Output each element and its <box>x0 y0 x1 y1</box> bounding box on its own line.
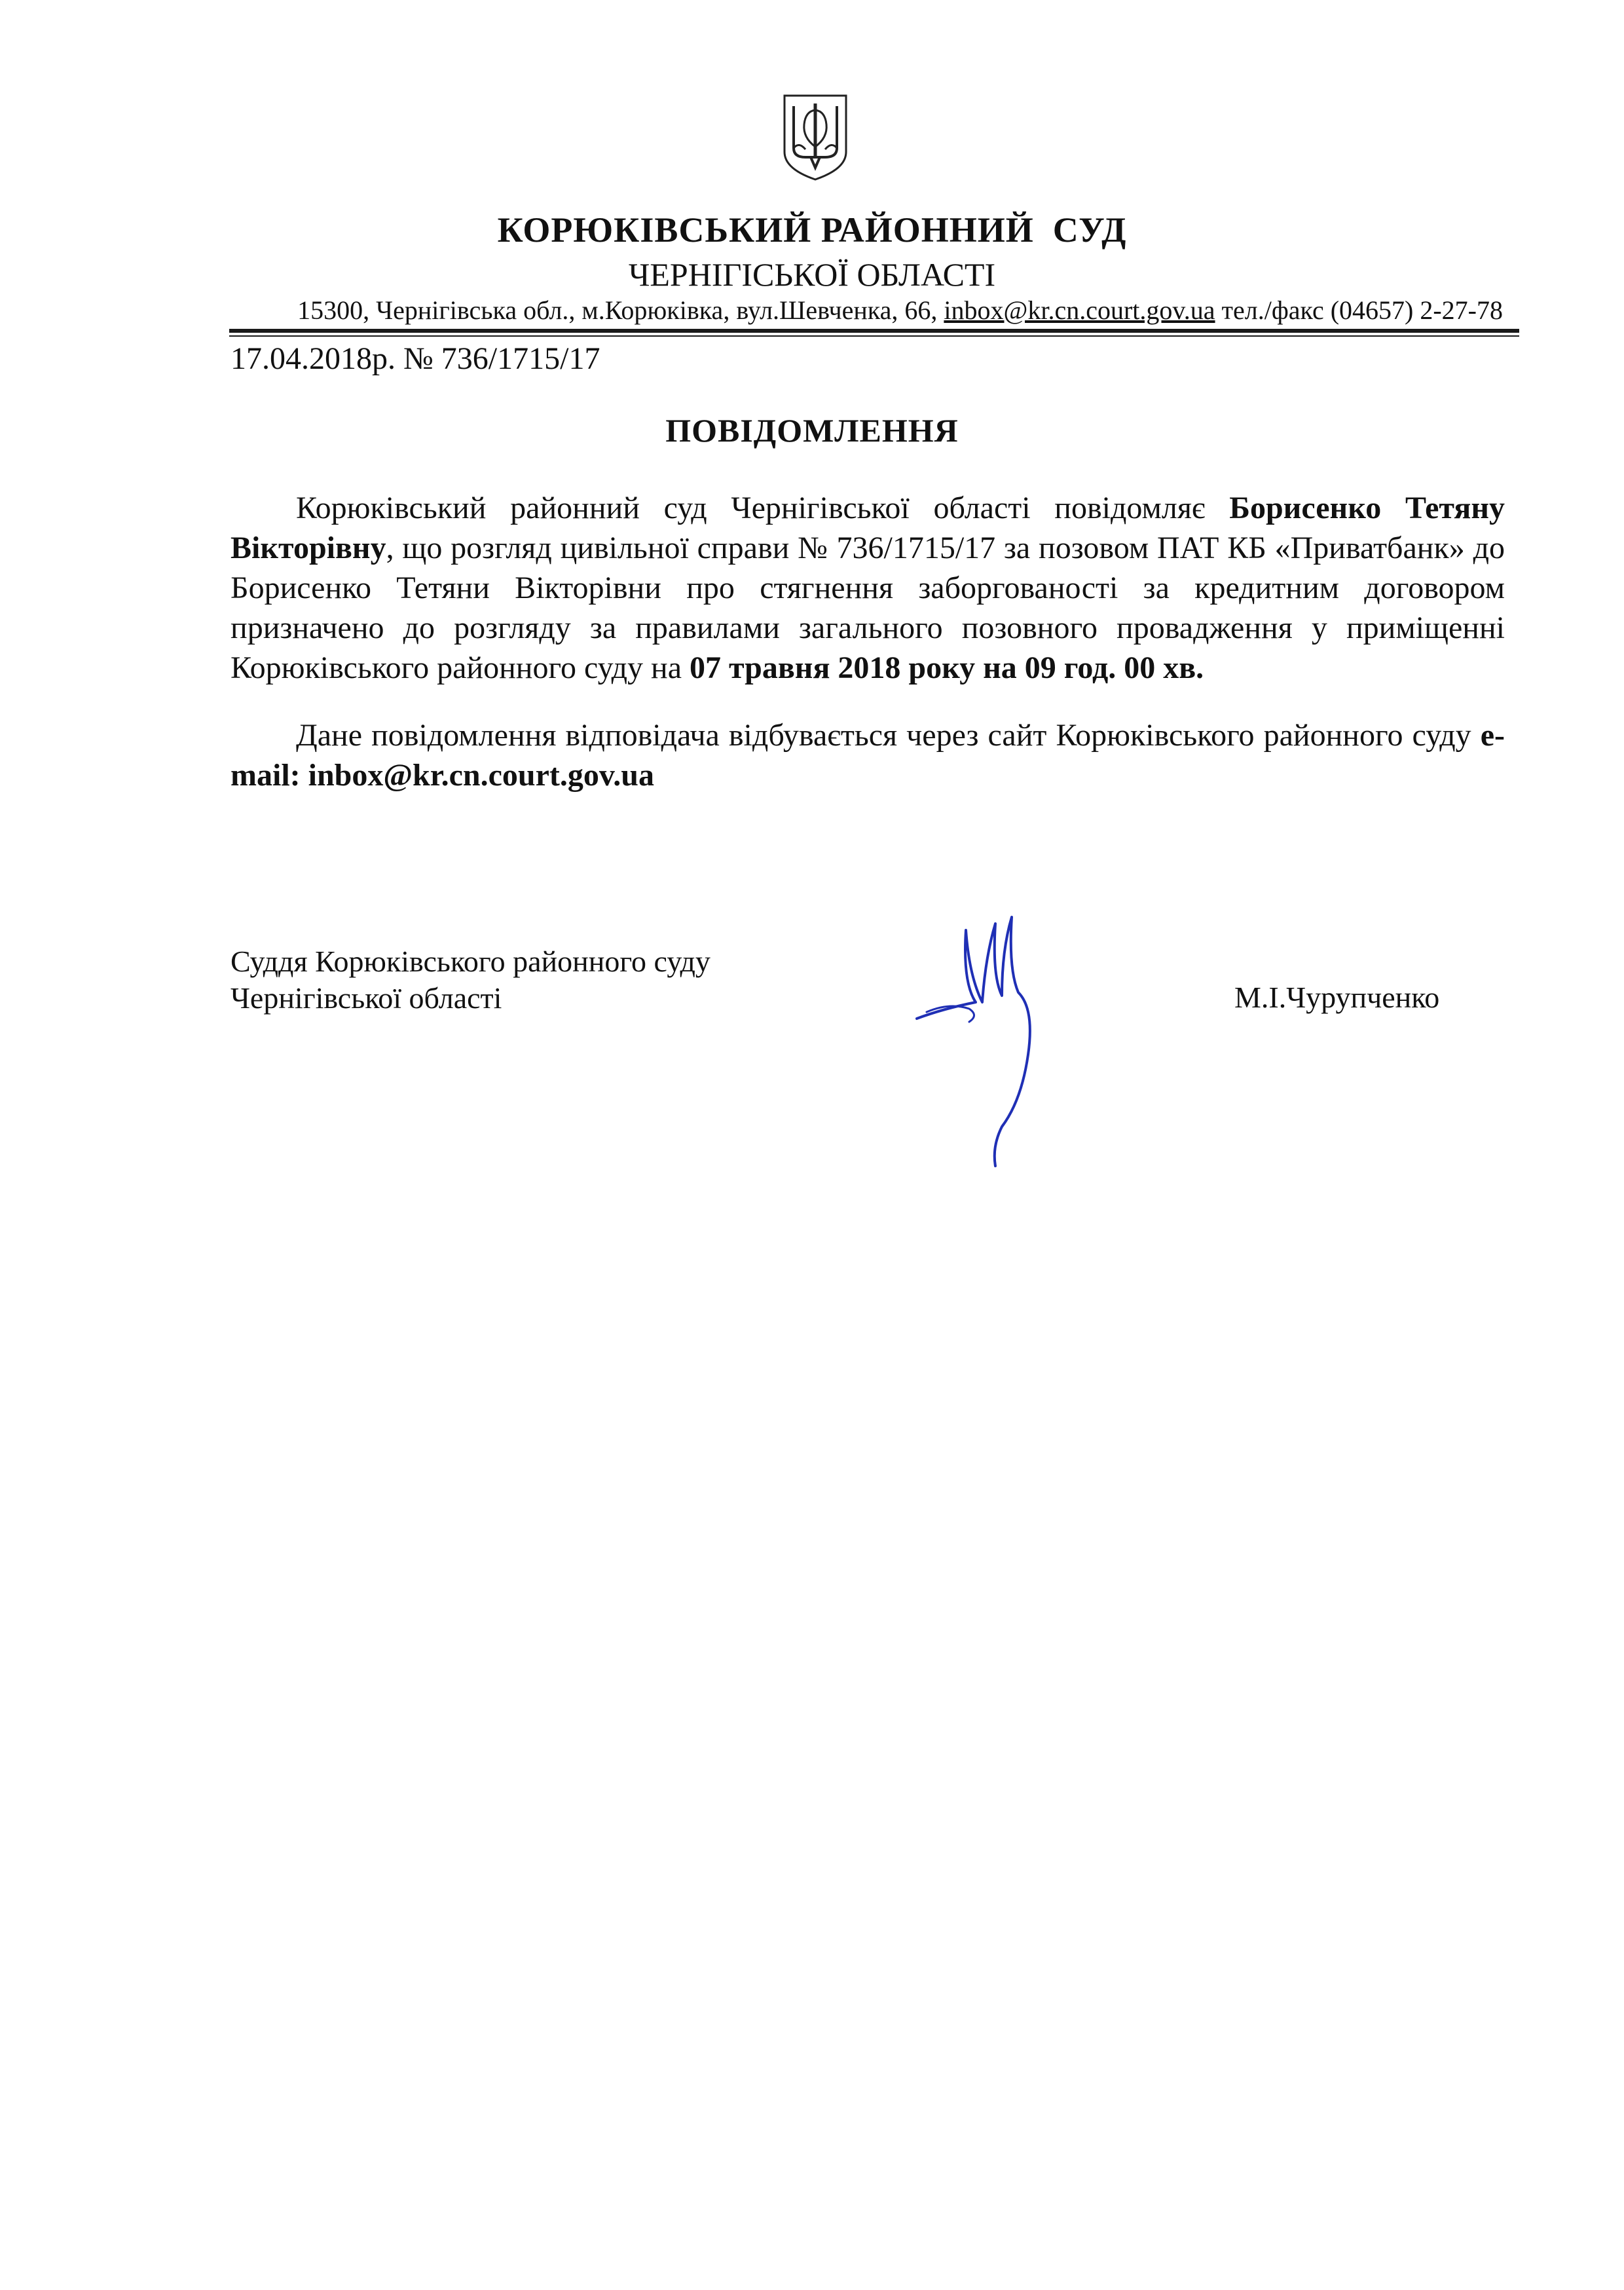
address-text: 15300, Чернігівська обл., м.Корюківка, вул.Шевченка, 66, <box>297 295 944 325</box>
header-divider <box>229 329 1519 333</box>
court-address <box>232 295 1503 326</box>
notice-paragraph <box>231 715 1505 795</box>
document-title: ПОВІДОМЛЕННЯ <box>665 412 959 449</box>
paragraph-text: Корюківський районний суд Чернігівської області повідомляє <box>296 491 1230 525</box>
header-divider-thin <box>229 335 1519 337</box>
trident-emblem-icon <box>779 92 851 183</box>
notice-paragraph <box>231 488 1505 688</box>
signatory-title-line: Суддя Корюківського районного суду <box>231 945 710 978</box>
signatory-title <box>231 943 710 1017</box>
defendant-name: Борисенко Тетяну Вікторівну <box>231 491 1505 565</box>
contact-email: e-mail: inbox@kr.cn.court.gov.ua <box>231 718 1505 793</box>
handwritten-signature <box>904 904 1074 1179</box>
court-region: ЧЕРНІГІСЬКОЇ ОБЛАСТІ <box>628 256 996 293</box>
document-reference: 17.04.2018р. № 736/1715/17 <box>231 341 600 376</box>
hearing-date: 07 травня 2018 року на 09 год. 00 хв. <box>690 650 1204 685</box>
paragraph-text: , що розгляд цивільної справи № 736/1715/17 за позовом ПАТ КБ «Приватбанк» до Борисенко Тетяни Вікторівни про стягнення заборгованості за кредитним договором призначено до розгляду за правилами загального позовного провадження у приміщенні Корюківського районного суду на <box>231 531 1505 685</box>
signatory-name: М.І.Чурупченко <box>1234 981 1440 1014</box>
court-email-link[interactable]: inbox@kr.cn.court.gov.ua <box>944 295 1215 325</box>
court-phone: тел./факс (04657) 2-27-78 <box>1215 295 1503 325</box>
paragraph-text: Дане повідомлення відповідача відбувається через сайт Корюківського районного суду <box>296 718 1481 753</box>
signatory-title-line: Чернігівської області <box>231 981 502 1015</box>
court-name: КОРЮКІВСЬКИЙ РАЙОННИЙ СУД <box>497 210 1127 250</box>
